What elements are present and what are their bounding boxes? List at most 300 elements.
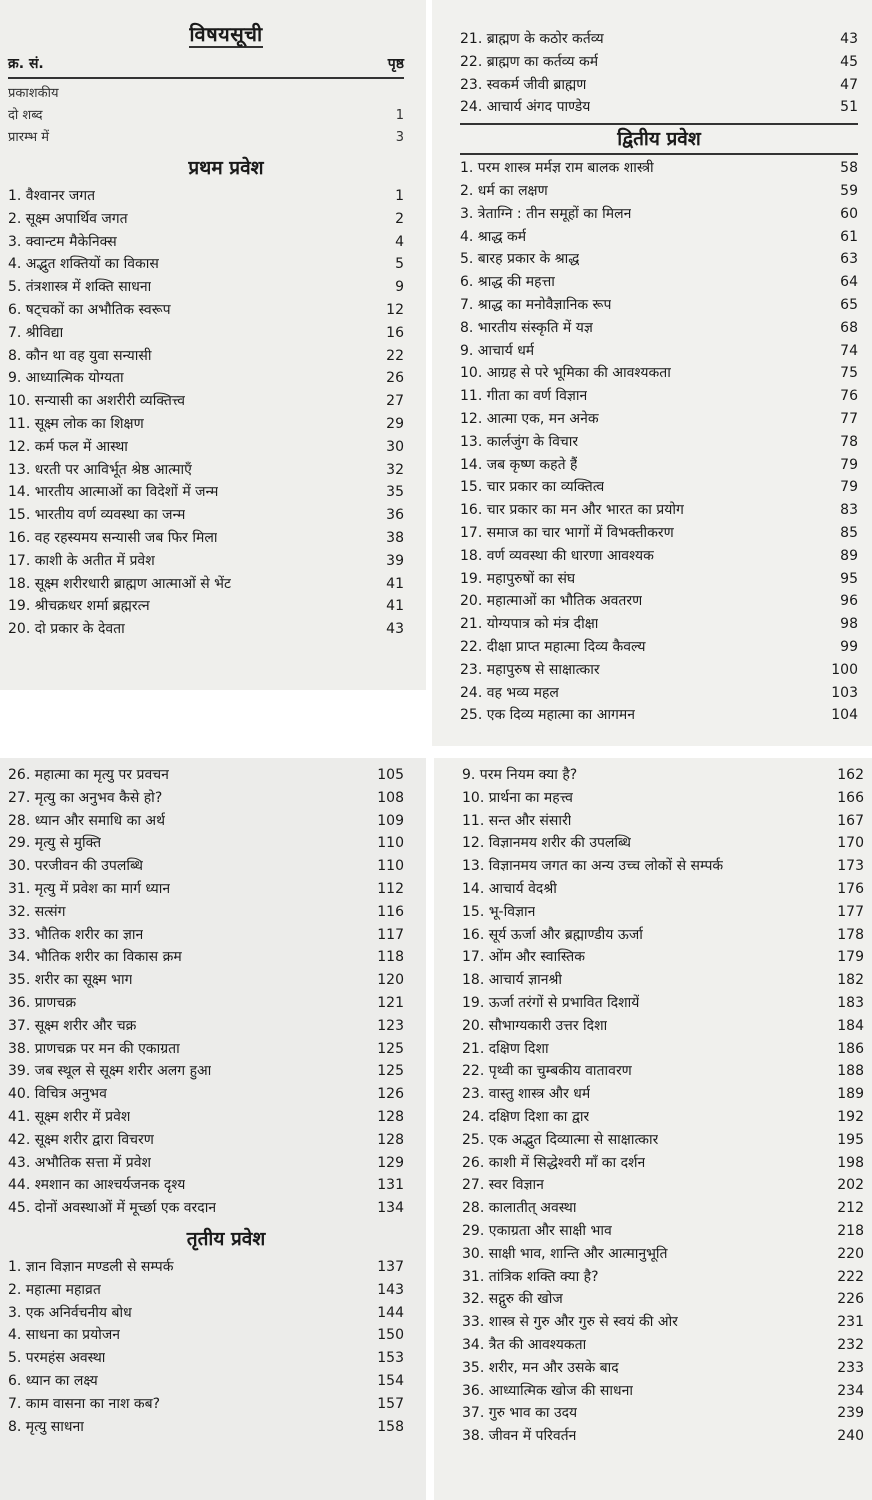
toc-entry-title: 45. दोनों अवस्थाओं में मूर्च्छा एक वरदान [8, 1200, 217, 1217]
toc-entry-page: 83 [840, 502, 858, 519]
toc-entry [8, 436, 404, 459]
toc-entry-title: 16. वह रहस्यमय सन्यासी जब फिर मिला [8, 529, 218, 546]
toc-entry-title: 33. भौतिक शरीर का ज्ञान [8, 926, 144, 943]
toc-entry-title: 12. आत्मा एक, मन अनेक [460, 410, 599, 427]
toc-entry-page: 110 [377, 858, 404, 875]
toc-entry-title: 29. एकाग्रता और साक्षी भाव [462, 1222, 612, 1239]
toc-entry [8, 618, 404, 641]
toc-entry [462, 1288, 864, 1311]
toc-entry-page: 104 [831, 707, 858, 724]
toc-entry-page: 59 [840, 182, 858, 199]
toc-entry [460, 568, 858, 591]
toc-entry-title: 3. एक अनिर्वचनीय बोध [8, 1304, 132, 1321]
toc-entry-page: 74 [840, 342, 858, 359]
toc-entry-page: 105 [377, 767, 404, 783]
toc-entry-page: 232 [837, 1336, 864, 1353]
toc-entry-page: 22 [386, 347, 404, 364]
toc-entry-page: 178 [837, 926, 864, 943]
toc-entry-title: 1. परम शास्त्र मर्मज्ञ राम बालक शास्त्री [460, 160, 654, 177]
toc-entry-title: प्रकाशकीय [8, 86, 59, 101]
toc-entry-title: 24. दक्षिण दिशा का द्वार [462, 1108, 590, 1125]
toc-entry-title: 13. कार्लजुंग के विचार [460, 433, 579, 450]
toc-entry [8, 832, 404, 855]
toc-entry-page: 47 [840, 76, 858, 93]
toc-entry [462, 1311, 864, 1334]
toc-entry-page: 5 [395, 256, 404, 273]
toc-entry-title: 42. सूक्ष्म शरीर द्वारा विचरण [8, 1131, 154, 1148]
toc-entry-page: 1 [395, 108, 404, 123]
toc-entry-title: 13. विज्ञानमय जगत का अन्य उच्च लोकों से सम्पर्क [462, 858, 724, 875]
toc-entry-page: 121 [377, 994, 404, 1011]
toc-entry [8, 299, 404, 322]
toc-entry-page: 2 [395, 210, 404, 227]
toc-entry [462, 969, 864, 992]
toc-entry [8, 345, 404, 368]
toc-entry-page: 112 [377, 880, 404, 897]
toc-entry [460, 682, 858, 705]
toc-entry [460, 704, 858, 727]
toc-entry-page: 79 [840, 456, 858, 473]
toc-entry [462, 924, 864, 947]
toc-entry [8, 1106, 404, 1129]
toc-entry-title: 14. जब कृष्ण कहते हैं [460, 456, 578, 473]
toc-entry-title: 5. बारह प्रकार के श्राद्ध [460, 251, 580, 268]
toc-list [462, 764, 864, 1448]
toc-entry [462, 1083, 864, 1106]
toc-entry-page: 182 [837, 972, 864, 989]
toc-entry-title: 19. ऊर्जा तरंगों से प्रभावित दिशायें [462, 994, 640, 1011]
toc-entry-page: 108 [377, 789, 404, 806]
toc-entry [8, 1015, 404, 1038]
toc-entry-title: 4. श्राद्ध कर्म [460, 228, 527, 245]
toc-entry-page: 16 [386, 324, 404, 341]
toc-entry [8, 573, 404, 596]
toc-entry-title: 10. सन्यासी का अशरीरी व्यक्तित्त्व [8, 393, 185, 410]
toc-entry-page: 79 [840, 479, 858, 496]
toc-page-3 [0, 758, 426, 1500]
toc-entry-title: 7. श्राद्ध का मनोवैज्ञानिक रूप [460, 296, 612, 313]
toc-entry [8, 1324, 404, 1347]
toc-entry-page: 1 [395, 188, 404, 204]
toc-page-1 [0, 0, 426, 690]
toc-entry-page: 120 [377, 972, 404, 989]
toc-entry-title: 34. त्रैत की आवश्यकता [462, 1336, 587, 1353]
toc-entry [8, 105, 404, 127]
toc-entry-title: 8. भारतीय संस्कृति में यज्ञ [460, 319, 593, 336]
toc-entry-title: 10. आग्रह से परे भूमिका की आवश्यकता [460, 365, 671, 382]
toc-entry-title: 11. सन्त और संसारी [462, 812, 572, 829]
toc-entry-title: 6. ध्यान का लक्ष्य [8, 1372, 98, 1389]
toc-entry [8, 390, 404, 413]
toc-entry [8, 83, 404, 105]
toc-entry-page: 143 [377, 1281, 404, 1298]
toc-entry [8, 1083, 404, 1106]
toc-entry [462, 1357, 864, 1380]
toc-entry [8, 924, 404, 947]
toc-entry [8, 127, 404, 149]
toc-entry-title: 40. विचित्र अनुभव [8, 1086, 107, 1103]
toc-entry [460, 180, 858, 203]
toc-entry [8, 413, 404, 436]
toc-entry-page: 109 [377, 812, 404, 829]
toc-entry-page: 38 [386, 529, 404, 546]
toc-entry-title: 18. वर्ण व्यवस्था की धारणा आवश्यक [460, 547, 654, 564]
toc-entry-page: 110 [377, 835, 404, 852]
toc-entry-title: 1. ज्ञान विज्ञान मण्डली से सम्पर्क [8, 1258, 174, 1275]
toc-entry [8, 969, 404, 992]
toc-entry-page: 78 [840, 433, 858, 450]
toc-entry-title: 21. योग्यपात्र को मंत्र दीक्षा [460, 616, 599, 633]
toc-entry-title: 19. श्रीचक्रधर शर्मा ब्रह्मरत्न [8, 598, 150, 615]
toc-entry-page: 218 [837, 1222, 864, 1239]
toc-entry-title: 28. ध्यान और समाधि का अर्थ [8, 812, 166, 829]
toc-entry [8, 1174, 404, 1197]
toc-entry [460, 408, 858, 431]
toc-entry [8, 231, 404, 254]
toc-entry-page: 125 [377, 1040, 404, 1057]
toc-entry-page: 157 [377, 1395, 404, 1412]
toc-entry-title: 34. भौतिक शरीर का विकास क्रम [8, 949, 182, 966]
toc-entry-title: 2. महात्मा महाव्रत [8, 1281, 101, 1298]
toc-entry-page: 4 [395, 233, 404, 250]
toc-entry-page: 76 [840, 388, 858, 405]
toc-entry [462, 855, 864, 878]
toc-entry [8, 550, 404, 573]
toc-entry [8, 527, 404, 550]
toc-entry-title: 33. शास्त्र से गुरु और गुरु से स्वयं की ओर [462, 1314, 678, 1331]
toc-entry-title: 23. महापुरुष से साक्षात्कार [460, 661, 600, 678]
toc-entry-page: 36 [386, 507, 404, 524]
toc-entry-title: 2. धर्म का लक्षण [460, 182, 548, 199]
toc-entry-page: 61 [840, 228, 858, 245]
toc-entry-page: 154 [377, 1372, 404, 1389]
toc-entry [460, 96, 858, 119]
toc-entry-title: 31. मृत्यु में प्रवेश का मार्ग ध्यान [8, 880, 171, 897]
toc-entry-title: 3. क्वान्टम मैकेनिक्स [8, 233, 117, 250]
toc-entry [462, 1380, 864, 1403]
toc-entry-title: 16. सूर्य ऊर्जा और ब्रह्माण्डीय ऊर्जा [462, 926, 643, 943]
toc-list [8, 185, 404, 641]
toc-entry [460, 590, 858, 613]
col-number-label: क्र. सं. [8, 56, 44, 72]
toc-entry-title: 44. श्मशान का आश्चर्यजनक दृश्य [8, 1177, 186, 1194]
toc-entry [8, 855, 404, 878]
toc-entry [462, 787, 864, 810]
toc-entry-page: 43 [840, 31, 858, 47]
toc-entry-page: 202 [837, 1177, 864, 1194]
toc-entry-title: 18. आचार्य ज्ञानश्री [462, 972, 563, 989]
toc-entry-title: 17. ओंम और स्वास्तिक [462, 949, 586, 966]
toc-entry [460, 271, 858, 294]
toc-entry-title: 22. पृथ्वी का चुम्बकीय वातावरण [462, 1063, 632, 1080]
toc-entry-title: 28. कालातीत् अवस्था [462, 1200, 577, 1217]
toc-entry-title: दो शब्द [8, 108, 43, 123]
toc-entry [462, 1038, 864, 1061]
toc-entry [8, 1393, 404, 1416]
toc-entry-page: 131 [377, 1177, 404, 1194]
toc-entry [462, 878, 864, 901]
toc-entry-title: 26. काशी में सिद्धेश्वरी माँ का दर्शन [462, 1154, 646, 1171]
toc-entry-page: 117 [377, 926, 404, 943]
toc-entry-title: 4. अद्भुत शक्तियों का विकास [8, 256, 159, 273]
toc-entry-title: 36. आध्यात्मिक खोज की साधना [462, 1382, 634, 1399]
toc-entry-title: 21. दक्षिण दिशा [462, 1040, 549, 1057]
toc-entry [460, 454, 858, 477]
toc-entry-title: 3. त्रेताग्नि : तीन समूहों का मिलन [460, 205, 632, 222]
section-title-second: द्वितीय प्रवेश [460, 123, 858, 155]
toc-entry [460, 545, 858, 568]
col-page-label: पृष्ठ [387, 56, 404, 72]
toc-entry [462, 764, 864, 787]
toc-entry-title: 26. महात्मा का मृत्यु पर प्रवचन [8, 767, 169, 783]
toc-entry-page: 153 [377, 1350, 404, 1367]
toc-entry-title: 30. साक्षी भाव, शान्ति और आत्मानुभूति [462, 1245, 668, 1262]
toc-entry-page: 100 [831, 661, 858, 678]
toc-entry-page: 226 [837, 1291, 864, 1308]
toc-page-2 [432, 0, 872, 746]
toc-entry [8, 253, 404, 276]
toc-entry-title: 29. मृत्यु से मुक्ति [8, 835, 102, 852]
toc-entry [462, 1060, 864, 1083]
toc-entry-title: 35. शरीर, मन और उसके बाद [462, 1359, 619, 1376]
toc-entry-title: 32. सत्संग [8, 903, 66, 920]
toc-entry [8, 1370, 404, 1393]
toc-entry [460, 431, 858, 454]
toc-entry-title: 24. आचार्य अंगद पाण्डेय [460, 99, 591, 116]
toc-entry-page: 35 [386, 484, 404, 501]
toc-entry [462, 1425, 864, 1448]
toc-entry-page: 96 [840, 593, 858, 610]
toc-entry-page: 179 [837, 949, 864, 966]
toc-entry [462, 1015, 864, 1038]
toc-entry-page: 103 [831, 684, 858, 701]
toc-entry [8, 185, 404, 208]
toc-entry-page: 233 [837, 1359, 864, 1376]
toc-entry [8, 276, 404, 299]
toc-entry [460, 74, 858, 97]
toc-entry-title: 8. मृत्यु साधना [8, 1418, 84, 1435]
toc-entry-title: 4. साधना का प्रयोजन [8, 1327, 121, 1344]
toc-list [460, 157, 858, 727]
toc-entry [460, 248, 858, 271]
toc-entry-title: 15. भू-विज्ञान [462, 903, 536, 920]
toc-entry [8, 481, 404, 504]
toc-entry-title: 15. चार प्रकार का व्यक्तित्व [460, 479, 605, 496]
toc-entry-page: 29 [386, 415, 404, 432]
toc-entry-title: 18. सूक्ष्म शरीरधारी ब्राह्मण आत्माओं से भेंट [8, 575, 232, 592]
toc-entry [8, 901, 404, 924]
toc-entry [460, 294, 858, 317]
toc-entry-title: 7. श्रीविद्या [8, 324, 64, 341]
toc-entry-page: 68 [840, 319, 858, 336]
toc-entry-title: 16. चार प्रकार का मन और भारत का प्रयोग [460, 502, 684, 519]
toc-entry-title: 14. भारतीय आत्माओं का विदेशों में जन्म [8, 484, 219, 501]
toc-entry-page: 183 [837, 994, 864, 1011]
toc-entry-page: 118 [377, 949, 404, 966]
toc-title [48, 20, 404, 47]
toc-entry-title: 1. वैश्वानर जगत [8, 188, 96, 204]
toc-entry-title: 41. सूक्ष्म शरीर में प्रवेश [8, 1108, 131, 1125]
toc-entry-page: 222 [837, 1268, 864, 1285]
toc-entry [462, 832, 864, 855]
toc-entry-page: 158 [377, 1418, 404, 1435]
toc-entry-title: 12. विज्ञानमय शरीर की उपलब्धि [462, 835, 632, 852]
toc-entry-title: 9. परम नियम क्या है? [462, 767, 578, 783]
toc-entry-page: 75 [840, 365, 858, 382]
toc-entry-page: 176 [837, 880, 864, 897]
toc-entry-title: 17. समाज का चार भागों में विभक्तीकरण [460, 524, 674, 541]
toc-entry [460, 362, 858, 385]
toc-entry-page: 184 [837, 1017, 864, 1034]
toc-entry-title: 6. षट्चकों का अभौतिक स्वरूप [8, 301, 171, 318]
toc-entry-title: 32. सद्गुरु की खोज [462, 1291, 563, 1308]
toc-page-4 [434, 758, 872, 1500]
toc-entry-page: 77 [840, 410, 858, 427]
toc-entry-page: 60 [840, 205, 858, 222]
toc-entry-page: 43 [386, 621, 404, 638]
toc-entry-page: 116 [377, 903, 404, 920]
toc-entry [8, 459, 404, 482]
toc-entry [8, 1302, 404, 1325]
toc-entry-title: प्रारम्भ में [8, 130, 50, 145]
toc-entry-page: 12 [386, 301, 404, 318]
toc-entry-title: 22. ब्राह्मण का कर्तव्य कर्म [460, 53, 599, 70]
toc-entry-title: 6. श्राद्ध की महत्ता [460, 274, 555, 291]
toc-entry [8, 1038, 404, 1061]
toc-entry-page: 125 [377, 1063, 404, 1080]
toc-entry [462, 1402, 864, 1425]
toc-entry-title: 15. भारतीय वर्ण व्यवस्था का जन्म [8, 507, 186, 524]
toc-entry [462, 1152, 864, 1175]
toc-entry-page: 126 [377, 1086, 404, 1103]
toc-entry [460, 385, 858, 408]
toc-entry-page: 41 [386, 598, 404, 615]
front-matter-list [8, 83, 404, 149]
toc-entry-page: 167 [837, 812, 864, 829]
toc-entry-page: 170 [837, 835, 864, 852]
toc-entry-page: 26 [386, 370, 404, 387]
toc-entry-title: 19. महापुरुषों का संघ [460, 570, 576, 587]
toc-entry-title: 11. सूक्ष्म लोक का शिक्षण [8, 415, 144, 432]
toc-entry-title: 27. स्वर विज्ञान [462, 1177, 544, 1194]
toc-entry-page: 9 [395, 279, 404, 296]
toc-entry-title: 20. सौभाग्यकारी उत्तर दिशा [462, 1017, 608, 1034]
toc-entry [460, 636, 858, 659]
toc-entry [8, 1197, 404, 1220]
toc-entry-title: 20. दो प्रकार के देवता [8, 621, 125, 638]
toc-entry [462, 1129, 864, 1152]
toc-entry-title: 22. दीक्षा प्राप्त महात्मा दिव्य कैवल्य [460, 638, 646, 655]
toc-entry [460, 659, 858, 682]
toc-entry [460, 157, 858, 180]
toc-entry-page: 234 [837, 1382, 864, 1399]
toc-entry-page: 212 [837, 1200, 864, 1217]
toc-entry-title: 13. धरती पर आविर्भूत श्रेष्ठ आत्माएँ [8, 461, 192, 478]
toc-entry-title: 8. कौन था वह युवा सन्यासी [8, 347, 152, 364]
toc-entry-title: 12. कर्म फल में आस्था [8, 438, 128, 455]
toc-entry-page: 166 [837, 789, 864, 806]
toc-entry [462, 901, 864, 924]
toc-entry [8, 1129, 404, 1152]
toc-entry [8, 946, 404, 969]
toc-entry-page: 63 [840, 251, 858, 268]
toc-entry [460, 51, 858, 74]
toc-entry-page: 188 [837, 1063, 864, 1080]
toc-entry-page: 150 [377, 1327, 404, 1344]
toc-entry [8, 367, 404, 390]
toc-entry-title: 38. जीवन में परिवर्तन [462, 1428, 577, 1445]
toc-entry-page: 89 [840, 547, 858, 564]
toc-entry [460, 613, 858, 636]
toc-entry [462, 946, 864, 969]
toc-entry-title: 23. स्वकर्म जीवी ब्राह्मण [460, 76, 587, 93]
toc-entry-page: 195 [837, 1131, 864, 1148]
toc-entry-page: 239 [837, 1405, 864, 1422]
toc-entry-title: 27. मृत्यु का अनुभव कैसे हो? [8, 789, 163, 806]
toc-entry [8, 764, 404, 787]
toc-entry-title: 30. परजीवन की उपलब्धि [8, 858, 143, 875]
toc-entry-page: 162 [837, 767, 864, 783]
toc-entry [460, 226, 858, 249]
toc-entry-page: 173 [837, 858, 864, 875]
toc-entry [460, 522, 858, 545]
toc-entry-page: 128 [377, 1108, 404, 1125]
toc-entry-page: 64 [840, 274, 858, 291]
toc-entry-title: 25. एक दिव्य महात्मा का आगमन [460, 707, 636, 724]
toc-entry-page: 58 [840, 160, 858, 177]
toc-entry [462, 1174, 864, 1197]
toc-entry [460, 203, 858, 226]
toc-title-text: विषयसूची [189, 22, 263, 46]
toc-list [460, 28, 858, 119]
toc-entry [8, 1060, 404, 1083]
toc-entry-title: 31. तांत्रिक शक्ति क्या है? [462, 1268, 599, 1285]
toc-entry-page: 129 [377, 1154, 404, 1171]
toc-entry [462, 1334, 864, 1357]
toc-entry-page: 99 [840, 638, 858, 655]
toc-entry-title: 37. गुरु भाव का उदय [462, 1405, 578, 1422]
toc-entry-page: 177 [837, 903, 864, 920]
toc-entry [462, 1220, 864, 1243]
toc-entry-title: 7. काम वासना का नाश कब? [8, 1395, 161, 1412]
toc-entry-title: 11. गीता का वर्ण विज्ञान [460, 388, 588, 405]
toc-list [8, 1256, 404, 1438]
toc-entry [8, 1279, 404, 1302]
toc-entry [462, 1266, 864, 1289]
toc-entry-page: 45 [840, 53, 858, 70]
toc-entry-page: 134 [377, 1200, 404, 1217]
toc-entry [460, 340, 858, 363]
toc-entry-page: 186 [837, 1040, 864, 1057]
toc-entry-page: 220 [837, 1245, 864, 1262]
toc-entry [8, 1152, 404, 1175]
toc-entry [462, 1197, 864, 1220]
toc-entry-title: 35. शरीर का सूक्ष्म भाग [8, 972, 133, 989]
toc-entry [8, 595, 404, 618]
toc-entry-page: 39 [386, 552, 404, 569]
toc-entry [462, 1243, 864, 1266]
toc-entry [462, 810, 864, 833]
toc-entry-title: 14. आचार्य वेदश्री [462, 880, 557, 897]
toc-entry [460, 28, 858, 51]
section-title-third: तृतीय प्रवेश [186, 1227, 266, 1250]
toc-entry-title: 9. आचार्य धर्म [460, 342, 535, 359]
toc-entry-page: 192 [837, 1108, 864, 1125]
toc-entry-title: 24. वह भव्य महल [460, 684, 559, 701]
toc-entry-page: 128 [377, 1131, 404, 1148]
toc-entry [8, 787, 404, 810]
toc-entry-title: 17. काशी के अतीत में प्रवेश [8, 552, 155, 569]
